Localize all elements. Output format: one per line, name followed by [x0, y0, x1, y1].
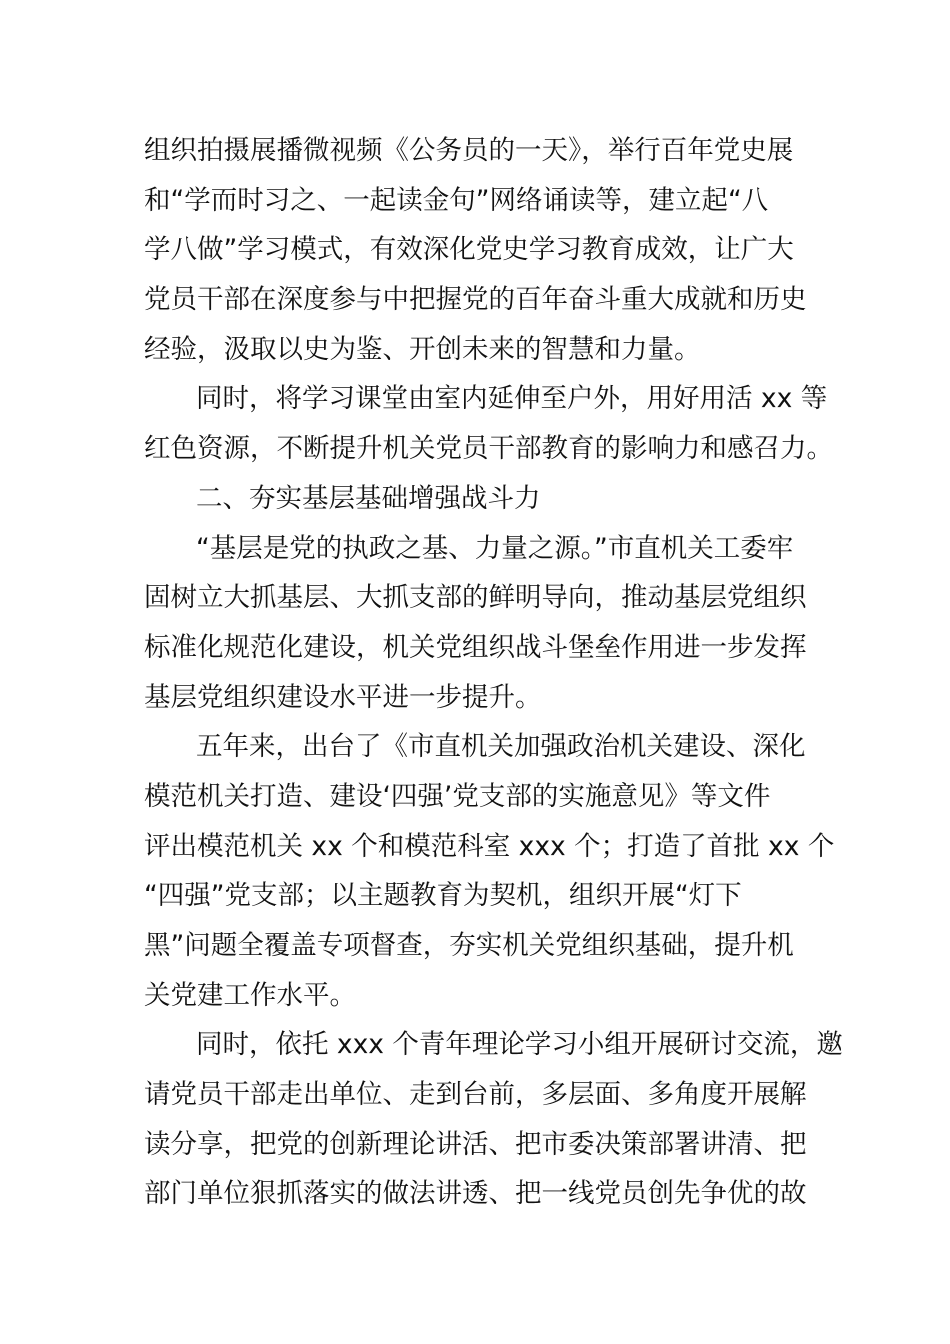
text-line: 基层党组织建设水平进一步提升。	[144, 681, 542, 713]
text-line: 黑”问题全覆盖专项督查，夯实机关党组织基础，提升机	[144, 930, 794, 961]
section-heading: 二、夯实基层基础增强战斗力	[196, 482, 541, 514]
text-line: 标准化规范化建设，机关党组织战斗堡垒作用进一步发挥	[144, 631, 807, 663]
text-line: 模范机关打造、建设‘四强’党支部的实施意见》等文件	[144, 780, 771, 812]
text-line: 和“学而时习之、一起读金句”网络诵读等，建立起“八	[144, 184, 769, 216]
text-line: “四强”党支部；以主题教育为契机，组织开展“灯下	[144, 880, 742, 912]
text-line: 党员干部在深度参与中把握党的百年奋斗重大成就和历史	[144, 284, 807, 316]
text-line: 部门单位狠抓落实的做法讲透、把一线党员创先争优的故	[144, 1178, 807, 1210]
text-line: “基层是党的执政之基、力量之源。”市直机关工委牢	[196, 532, 794, 564]
text-line: 评出模范机关 xx 个和模范科室 xxx 个；打造了首批 xx 个	[144, 830, 835, 862]
text-line: 组织拍摄展播微视频《公务员的一天》，举行百年党史展	[144, 135, 794, 166]
text-line: 关党建工作水平。	[144, 979, 356, 1011]
text-line: 同时，依托 xxx 个青年理论学习小组开展研讨交流，邀	[196, 1029, 843, 1061]
text-line: 经验，汲取以史为鉴、开创未来的智慧和力量。	[144, 333, 701, 365]
text-line: 固树立大抓基层、大抓支部的鲜明导向，推动基层党组织	[144, 582, 807, 614]
text-line: 红色资源，不断提升机关党员干部教育的影响力和感召力。	[144, 433, 833, 465]
text-line: 读分享，把党的创新理论讲活、把市委决策部署讲清、把	[144, 1128, 807, 1160]
text-line: 五年来，出台了《市直机关加强政治机关建设、深化	[196, 731, 806, 763]
document-body	[144, 126, 843, 1219]
text-line: 同时，将学习课堂由室内延伸至户外，用好用活 xx 等	[196, 383, 828, 415]
text-line: 请党员干部走出单位、走到台前，多层面、多角度开展解	[144, 1079, 807, 1111]
text-line: 学八做”学习模式，有效深化党史学习教育成效，让广大	[144, 234, 794, 266]
